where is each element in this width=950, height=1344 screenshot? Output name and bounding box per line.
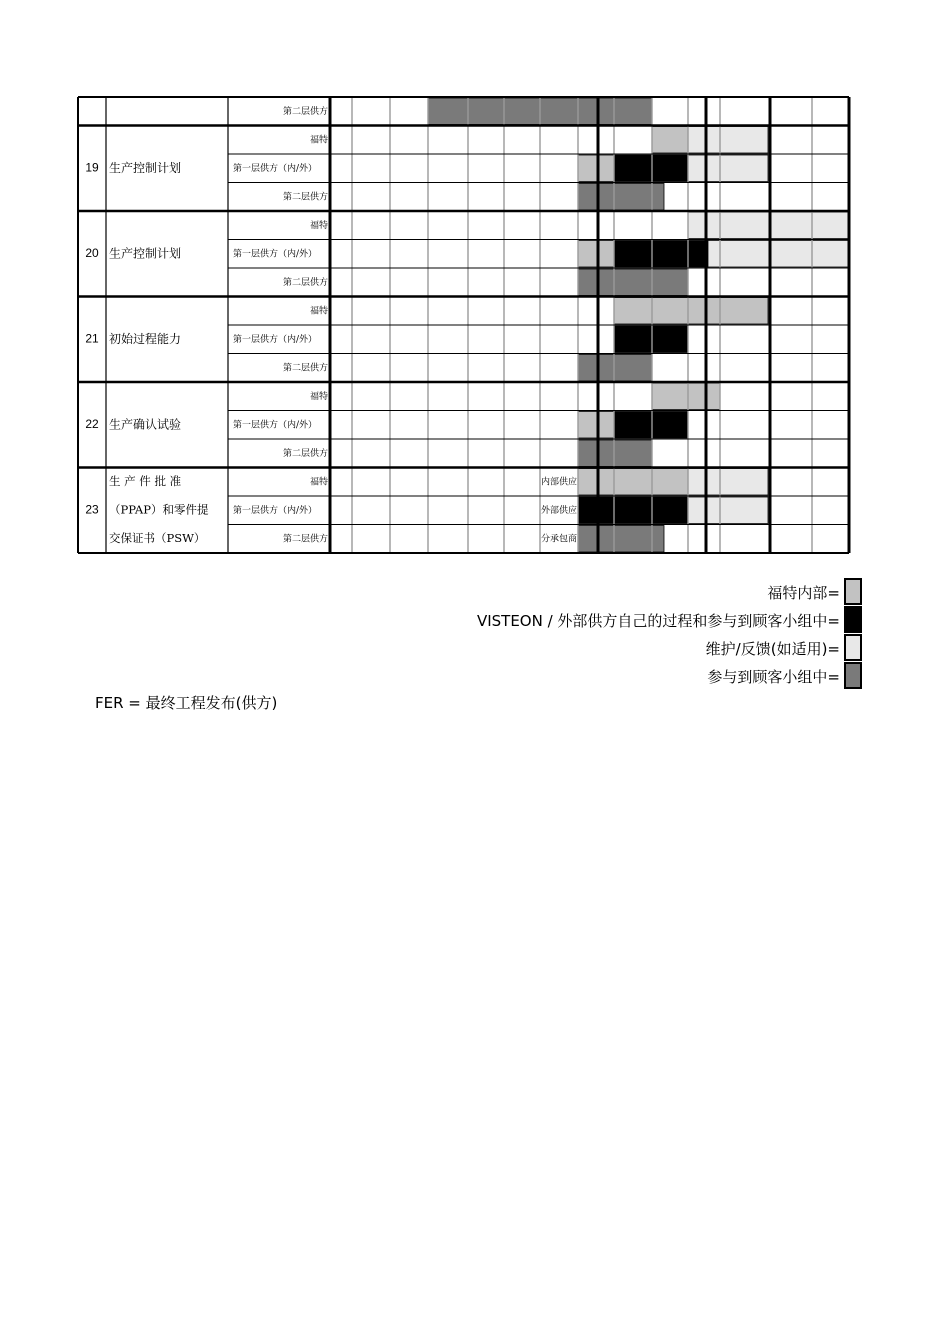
gantt-bar — [688, 155, 768, 182]
gantt-bar — [578, 440, 652, 467]
gantt-bar — [688, 127, 768, 154]
legend-swatch — [844, 578, 862, 605]
row-label: 第一层供方（内/外） — [233, 334, 318, 345]
group-number: 22 — [85, 416, 99, 431]
group-name: 初始过程能力 — [109, 331, 182, 346]
gantt-chart — [0, 0, 950, 560]
legend — [477, 578, 862, 690]
row-label: 第二层供方 — [282, 534, 328, 545]
row-label: 第一层供方（内/外） — [233, 505, 318, 516]
gantt-bar — [578, 497, 688, 524]
row-label: 第二层供方 — [282, 448, 328, 459]
gantt-bar — [614, 298, 768, 325]
group-name: 生产控制计划 — [109, 160, 182, 175]
group-name-line: （PPAP）和零件提 — [109, 502, 209, 517]
gantt-bar — [578, 155, 614, 182]
group-number: 19 — [85, 160, 99, 175]
gantt-bar — [614, 326, 688, 353]
gantt-bar — [614, 412, 688, 439]
gantt-bar — [578, 469, 688, 496]
legend-item-maintain-feedback — [477, 634, 862, 662]
gantt-chart-svg — [0, 0, 950, 560]
legend-label: 福特内部= — [767, 583, 840, 602]
inline-supply-label: 分承包商 — [540, 534, 577, 545]
inline-supply-label: 内部供应 — [540, 477, 577, 488]
row-label: 第一层供方（内/外） — [233, 249, 318, 260]
gantt-bar — [578, 184, 664, 211]
group-name: 生产确认试验 — [109, 417, 182, 432]
legend-label: VISTEON / 外部供方自己的过程和参与到顾客小组中= — [476, 611, 840, 630]
row-label: 第二层供方 — [282, 192, 328, 203]
gantt-bar — [578, 269, 688, 296]
row-label: 福特 — [309, 306, 328, 317]
row-label: 福特 — [309, 477, 328, 488]
row-label: 第一层供方（内/外） — [233, 420, 318, 431]
legend-swatch — [844, 634, 862, 661]
legend-item-customer-team — [477, 662, 862, 690]
row-label: 福特 — [309, 391, 328, 402]
legend-swatch — [844, 606, 862, 633]
legend-item-visteon-external — [477, 606, 862, 634]
gantt-bar — [614, 241, 708, 268]
group-number: 23 — [85, 502, 99, 517]
group-number: 21 — [85, 331, 99, 346]
gantt-bar — [688, 469, 768, 496]
row-label: 第一层供方（内/外） — [233, 163, 318, 174]
legend-label: 参与到顾客小组中= — [707, 667, 840, 686]
inline-supply-label: 外部供应 — [540, 505, 577, 516]
gantt-bar — [578, 526, 664, 553]
group-name: 生产控制计划 — [109, 246, 182, 261]
group-number: 20 — [85, 245, 99, 260]
gantt-bar — [614, 155, 688, 182]
row-label: 福特 — [309, 220, 328, 231]
legend-item-ford-internal — [477, 578, 862, 606]
row-label: 第二层供方 — [282, 277, 328, 288]
gantt-bar — [652, 127, 688, 154]
legend-label: 维护/反馈(如适用)= — [705, 639, 840, 658]
row-label: 第二层供方 — [282, 106, 328, 117]
row-label: 第二层供方 — [282, 363, 328, 374]
gantt-bar — [652, 383, 720, 410]
gantt-bar — [578, 241, 614, 268]
group-name-line: 交保证书（PSW） — [109, 530, 206, 545]
fer-note: FER = 最终工程发布(供方) — [95, 694, 278, 712]
row-label: 福特 — [309, 135, 328, 146]
group-name-line: 生 产 件 批 准 — [109, 473, 182, 488]
gantt-bar — [578, 412, 614, 439]
legend-swatch — [844, 662, 862, 689]
gantt-bar — [578, 355, 652, 382]
gantt-bar — [708, 241, 849, 268]
gantt-bar — [688, 497, 768, 524]
